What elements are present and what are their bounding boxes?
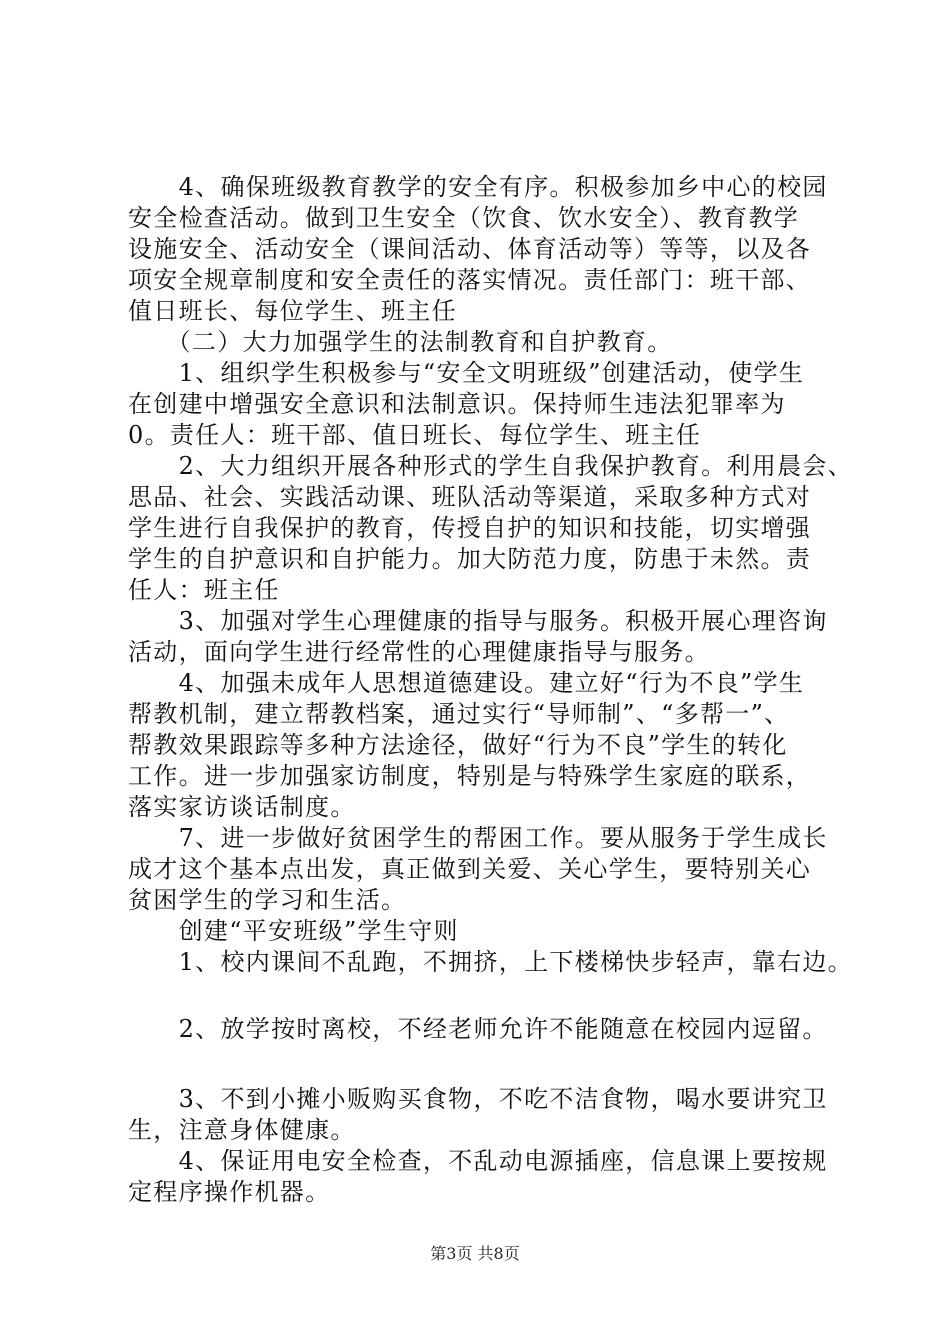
rule-item: 4、保证用电安全检查，不乱动电源插座，信息课上要按规 bbox=[128, 1147, 828, 1175]
text-line: 工作。进一步加强家访制度，特别是与特殊学生家庭的联系， bbox=[128, 762, 812, 790]
rule-item: 3、不到小摊小贩购买食物，不吃不洁食物，喝水要讲究卫 bbox=[128, 1085, 828, 1113]
rule-item: 2、放学按时离校，不经老师允许不能随意在校园内逗留。 bbox=[128, 1015, 828, 1043]
text-line: 1、组织学生积极参与“安全文明班级”创建活动，使学生 bbox=[128, 359, 805, 387]
text-line: 帮教机制，建立帮教档案，通过实行“导师制”、“多帮一”、 bbox=[128, 700, 790, 728]
section-heading: （二）大力加强学生的法制教育和自护教育。 bbox=[128, 328, 673, 356]
text-line: 思品、社会、实践活动课、班队活动等渠道，采取多种方式对 bbox=[128, 483, 812, 511]
text-line: 在创建中增强安全意识和法制意识。保持师生违法犯罪率为 bbox=[128, 390, 786, 418]
text-line: 学生的自护意识和自护能力。加大防范力度，防患于未然。责 bbox=[128, 545, 812, 573]
text-line: 设施安全、活动安全（课间活动、体育活动等）等等，以及各 bbox=[128, 235, 812, 263]
text-line: 定程序操作机器。 bbox=[128, 1178, 331, 1206]
text-line: 项安全规章制度和安全责任的落实情况。责任部门：班干部、 bbox=[128, 266, 812, 294]
text-line: 活动，面向学生进行经常性的心理健康指导与服务。 bbox=[128, 638, 710, 666]
text-line: 安全检查活动。做到卫生安全（饮食、饮水安全）、教育教学 bbox=[128, 204, 800, 232]
text-line: 0。责任人：班干部、值日班长、每位学生、班主任 bbox=[128, 421, 702, 449]
text-line: 成才这个基本点出发，真正做到关爱、关心学生，要特别关心 bbox=[128, 855, 812, 883]
text-line: 值日班长、每位学生、班主任 bbox=[128, 297, 457, 325]
text-line: 7、进一步做好贫困学生的帮困工作。要从服务于学生成长 bbox=[128, 824, 828, 852]
text-line: 贫困学生的学习和生活。 bbox=[128, 886, 407, 914]
text-line: 帮教效果跟踪等多种方法途径，做好“行为不良”学生的转化 bbox=[128, 731, 788, 759]
text-line: 任人：班主任 bbox=[128, 576, 280, 604]
text-line: 生，注意身体健康。 bbox=[128, 1116, 356, 1144]
page-number-footer: 第3页 共8页 bbox=[430, 1244, 520, 1263]
section-heading: 创建“平安班级”学生守则 bbox=[128, 917, 459, 945]
text-line: 3、加强对学生心理健康的指导与服务。积极开展心理咨询 bbox=[128, 607, 828, 635]
rule-item: 1、校内课间不乱跑，不拥挤，上下楼梯快步轻声，靠右边。 bbox=[128, 948, 853, 976]
text-line: 4、确保班级教育教学的安全有序。积极参加乡中心的校园 bbox=[128, 173, 828, 201]
text-line: 2、大力组织开展各种形式的学生自我保护教育。利用晨会、 bbox=[128, 452, 853, 480]
text-line: 4、加强未成年人思想道德建设。建立好“行为不良”学生 bbox=[128, 669, 805, 697]
text-line: 落实家访谈话制度。 bbox=[128, 793, 356, 821]
text-line: 学生进行自我保护的教育，传授自护的知识和技能，切实增强 bbox=[128, 514, 812, 542]
